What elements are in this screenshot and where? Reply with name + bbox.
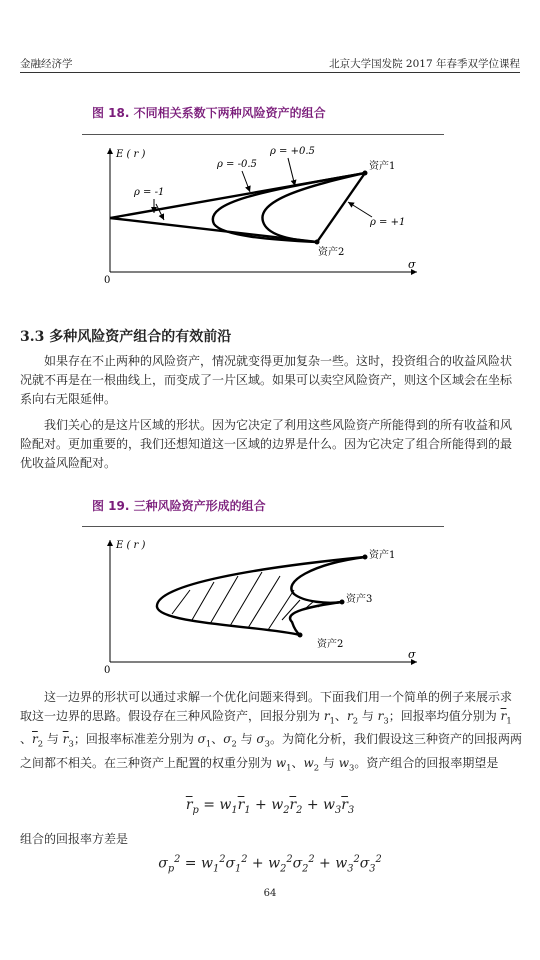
figure18-title: 图 18. 不同相关系数下两种风险资产的组合 xyxy=(92,106,326,120)
x-axis-label: σ xyxy=(408,648,416,661)
label-rho-plus-1: ρ = +1 xyxy=(370,217,406,228)
asset1-label: 资产1 xyxy=(369,161,396,172)
figure19 xyxy=(82,532,444,680)
section-title: 多种风险资产组合的有效前沿 xyxy=(49,329,232,345)
header-institution: 北京大学国发院 2017 年春季双学位课程 xyxy=(329,58,520,70)
asset2-point xyxy=(298,633,303,638)
asset1-point xyxy=(363,555,368,560)
paragraph-3-part-a: 这一边界的形状可以通过求解一个优化问题来得到。下面我们用一个简单的例子来展示求取这一边界的思路。假设存在三种风险资产，回报分别为 xyxy=(20,690,513,723)
paragraph-3-part-c: ；回报率标准差分别为 xyxy=(73,732,198,747)
label-rho-minus-0-5: ρ = -0.5 xyxy=(217,159,257,170)
y-axis-label: E ( r ) xyxy=(116,149,146,160)
section-number: 3.3 xyxy=(20,329,45,345)
header-course-name: 金融经济学 xyxy=(20,58,73,70)
arrow-rho-minus-0-5 xyxy=(242,171,250,192)
figure19-top-rule xyxy=(82,526,444,527)
label-rho-minus-1: ρ = -1 xyxy=(134,187,165,198)
origin-label: 0 xyxy=(104,665,111,676)
arrow-rho-plus-1 xyxy=(348,202,372,217)
asset3-point xyxy=(340,600,345,605)
paragraph-3-part-b: ；回报率均值分别为 xyxy=(388,709,501,723)
figure19-title: 图 19. 三种风险资产形成的组合 xyxy=(92,499,266,513)
x-axis-label: σ xyxy=(408,258,416,271)
asset2-label: 资产2 xyxy=(317,639,344,650)
page-number: 64 xyxy=(263,888,277,899)
equation-portfolio-mean: $\overline{r}_p = w_1\overline{r}_1 + w_2\overline{r}_2 + w_3\overline{r}_3$ xyxy=(185,797,355,816)
figure18-top-rule xyxy=(82,134,444,135)
asset2-label: 资产2 xyxy=(318,247,345,258)
curve-asset3-asset2 xyxy=(290,602,342,635)
equation-portfolio-variance: $\sigma_p^2 = w_1^2\sigma_1^2 + w_2^2\sigma_2^2 + w_3^2\sigma_3^2$ xyxy=(158,854,382,875)
asset1-label: 资产1 xyxy=(369,550,396,561)
paragraph-3-part-d: 。为简化分析，我们假设这三种资产的回报两两之间都不相关。在三种资产上配置的权重分别为 xyxy=(20,732,522,770)
section-heading xyxy=(20,326,231,346)
arrow-rho-plus-0-5 xyxy=(288,158,295,186)
variance-intro: 组合的回报率方差是 xyxy=(20,832,129,846)
y-axis-label: E ( r ) xyxy=(116,540,146,551)
asset1-point xyxy=(363,171,368,176)
running-header xyxy=(20,56,520,73)
paragraph-2: 我们关心的是这片区域的形状。因为它决定了利用这些风险资产所能得到的所有收益和风险配对。更加重要的，我们还想知道这一区域的边界是什么。因为它决定了组合所能得到的最优收益风险配对。 xyxy=(20,418,513,470)
paragraph-1: 如果存在不止两种的风险资产，情况就变得更加复杂一些。这时，投资组合的收益风险状况就不再是在一根曲线上，而变成了一片区域。如果可以卖空风险资产，则这个区域会在坐标系向右无限延伸。 xyxy=(20,354,513,406)
arrow-rho-minus-1b xyxy=(156,204,164,220)
frontier-outer xyxy=(157,557,365,635)
paragraph-3-part-e: 。资产组合的回报率期望是 xyxy=(354,755,499,770)
paragraph-3: 这一边界的形状可以通过求解一个优化问题来得到。下面我们用一个简单的例子来展示求取这一边界的思路。假设存在三种风险资产，回报分别为 $r_1$、$r_2$ 与 $r_3$；回报率均值分别为 $\overline{r}_1$ 、$\overline{r}_2$ 与 $\overline{r}_3$；回报率标准差分别为 $\sigma_1$、$\sigma_2$ 与 $\sigma_3$。为简化分析，我们假设这三种资产的回报两两之间都不相关。在三种资产上配置的权重分别为 $w_1$、$w_2$ 与 $w_3$。资产组合的回报率期望是 xyxy=(20,690,522,773)
asset3-label: 资产3 xyxy=(346,594,373,605)
asset2-point xyxy=(315,240,320,245)
label-rho-plus-0-5: ρ = +0.5 xyxy=(270,146,315,157)
origin-label: 0 xyxy=(104,275,111,286)
figure18 xyxy=(82,140,444,290)
